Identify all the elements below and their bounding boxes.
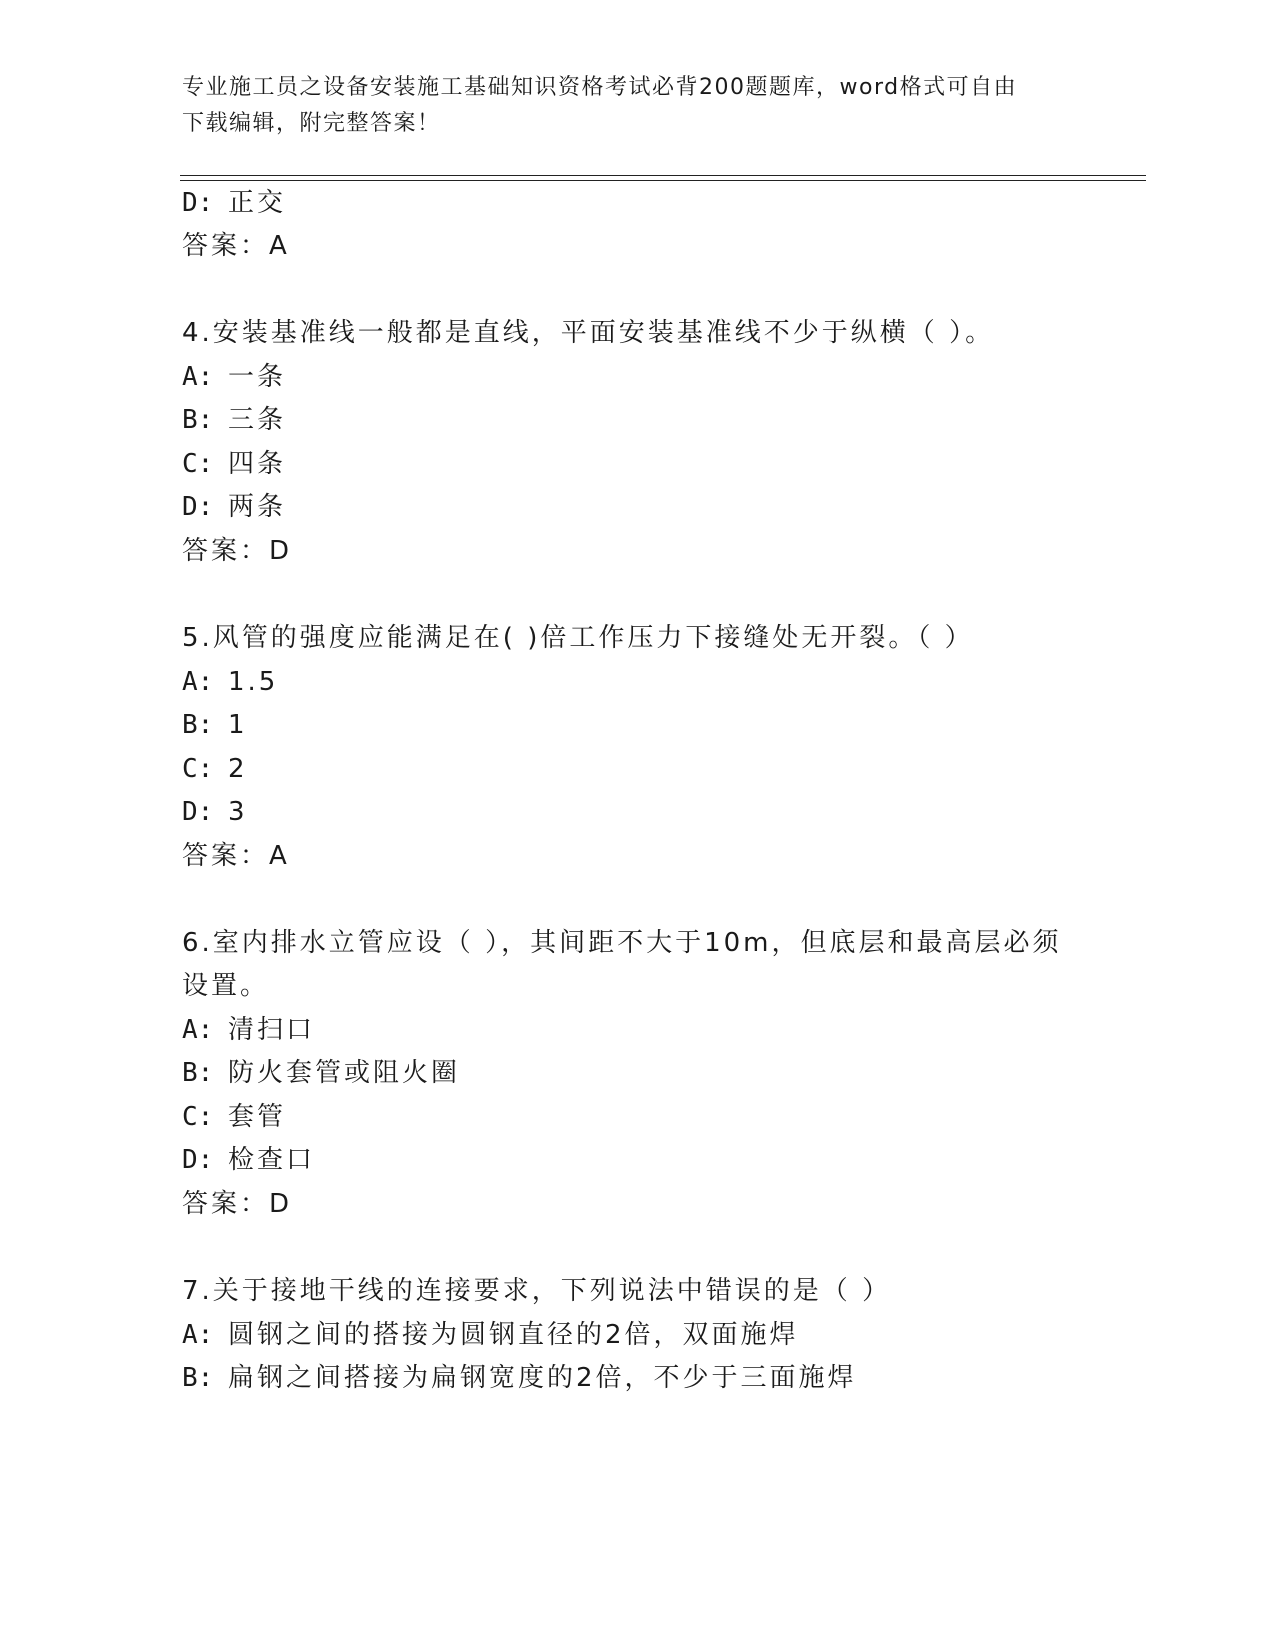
option-key: A:: [182, 362, 214, 392]
option-key: C:: [182, 754, 214, 784]
q5-option-c: [182, 752, 248, 786]
q6-option-c: [182, 1100, 286, 1134]
q6-option-d: [182, 1143, 315, 1177]
q5-option-b: [182, 708, 248, 742]
option-text: 正交: [228, 188, 287, 218]
document-header: [182, 70, 1062, 142]
q4-option-a: [182, 360, 286, 394]
q6-answer: 答案：D: [182, 1189, 293, 1219]
q4-answer: 答案：D: [182, 536, 293, 566]
question-7-text: 7.关于接地干线的连接要求，下列说法中错误的是（ ）: [182, 1276, 892, 1306]
option-key: B:: [182, 405, 214, 435]
header-line-1: 专业施工员之设备安装施工基础知识资格考试必背200题题库，word格式可自由: [182, 75, 1018, 100]
option-text: 3: [228, 797, 248, 827]
option-key: B:: [182, 1363, 214, 1393]
q6-option-a: [182, 1013, 315, 1047]
option-key: D:: [182, 492, 214, 522]
option-key: A:: [182, 667, 214, 697]
option-key: D:: [182, 188, 214, 218]
option-key: D:: [182, 797, 214, 827]
question-4-text: 4.安装基准线一般都是直线，平面安装基准线不少于纵横（ ）。: [182, 318, 995, 348]
option-text: 圆钢之间的搭接为圆钢直径的2倍，双面施焊: [228, 1320, 799, 1350]
option-key: A:: [182, 1015, 214, 1045]
option-text: 1.5: [228, 667, 279, 697]
q4-option-d: [182, 490, 286, 524]
q5-option-d: [182, 795, 248, 829]
option-key: B:: [182, 710, 214, 740]
option-text: 扁钢之间搭接为扁钢宽度的2倍，不少于三面施焊: [228, 1363, 857, 1393]
option-text: 两条: [228, 492, 287, 522]
option-text: 一条: [228, 362, 287, 392]
question-6-text-line-2: 设置。: [182, 971, 270, 1001]
header-divider-bottom: [180, 180, 1146, 181]
q4-option-c: [182, 447, 286, 481]
q4-option-b: [182, 403, 286, 437]
option-text: 四条: [228, 449, 287, 479]
option-text: 检查口: [228, 1145, 316, 1175]
option-text: 清扫口: [228, 1015, 316, 1045]
q6-option-b: [182, 1056, 460, 1090]
option-text: 1: [228, 710, 248, 740]
option-text: 防火套管或阻火圈: [228, 1058, 461, 1088]
q7-option-b: [182, 1361, 857, 1395]
option-key: A:: [182, 1320, 214, 1350]
option-text: 套管: [228, 1102, 287, 1132]
q5-option-a: [182, 665, 278, 699]
option-key: D:: [182, 1145, 214, 1175]
option-key: B:: [182, 1058, 214, 1088]
prev-answer: 答案：A: [182, 231, 290, 261]
option-text: 2: [228, 754, 248, 784]
header-divider-top: [180, 175, 1146, 176]
question-5-text: 5.风管的强度应能满足在( )倍工作压力下接缝处无开裂。（ ）: [182, 623, 974, 653]
q5-answer: 答案：A: [182, 841, 290, 871]
q7-option-a: [182, 1318, 799, 1352]
header-line-2: 下载编辑，附完整答案！: [182, 111, 441, 136]
prev-option-d: [182, 186, 286, 220]
option-key: C:: [182, 449, 214, 479]
option-key: C:: [182, 1102, 214, 1132]
option-text: 三条: [228, 405, 287, 435]
question-6-text-line-1: 6.室内排水立管应设（ ），其间距不大于10m，但底层和最高层必须: [182, 928, 1062, 958]
